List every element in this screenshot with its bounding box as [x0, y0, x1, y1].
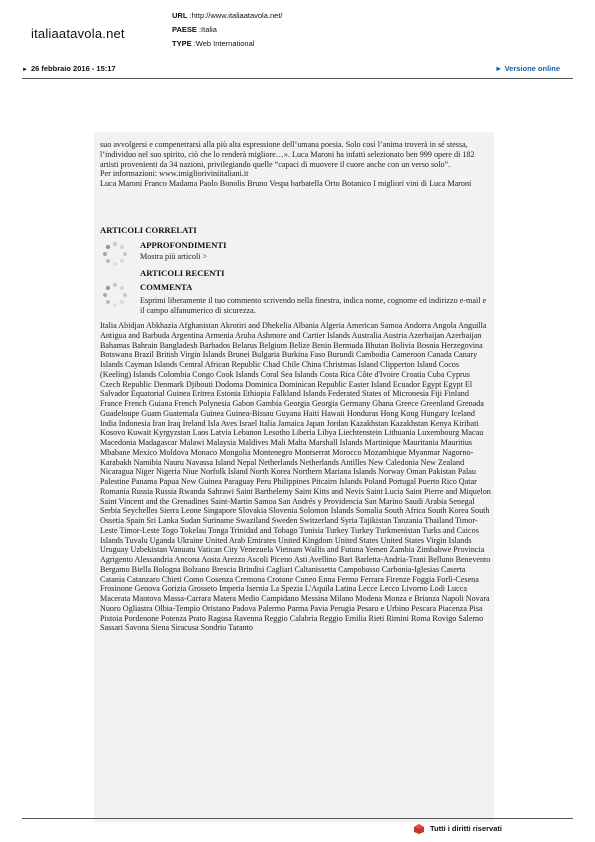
- article-body: [100, 140, 492, 189]
- type-row: [172, 37, 282, 51]
- show-more-link[interactable]: Mostra più articoli >: [140, 252, 208, 261]
- country-province-list: [100, 321, 492, 633]
- url-row: [172, 9, 282, 23]
- copyright-logo-icon: [413, 823, 425, 835]
- triangle-right-icon: ►: [22, 67, 28, 73]
- top-divider: [22, 78, 573, 79]
- header-metadata: [172, 9, 282, 52]
- url-label: URL: [172, 11, 188, 20]
- type-value: :Web International: [193, 39, 255, 49]
- article-info-link[interactable]: Per informazioni: www.imiglioriviniitaliani.it: [100, 169, 249, 179]
- bottom-divider: [22, 818, 573, 819]
- online-version-link[interactable]: ► Versione online: [495, 64, 560, 73]
- publication-date: 26 febbraio 2016 - 15:17: [30, 64, 116, 73]
- dateline: [22, 64, 116, 73]
- country-value: :Italia: [198, 25, 217, 35]
- url-value: :http://www.italiaatavola.net/: [189, 11, 283, 20]
- country-row: [172, 23, 282, 37]
- article-tags: Luca Maroni Franco Madama Paolo Bonolis Bruno Vespa barbatella Orto Botanico I migliori vini di Luca Maroni: [100, 179, 472, 188]
- comment-section-title: COMMENTA: [140, 282, 193, 292]
- approfondimenti-title: APPROFONDIMENTI: [140, 240, 227, 250]
- comment-instructions: Esprimi liberamente il tuo commento scrivendo nella finestra, indica nome, cognome ed indirizzo e-mail e il campo alfanumerico di sicurezza.: [140, 296, 487, 315]
- loading-spinner-icon: [100, 280, 130, 310]
- rights-reserved: Tutti i diritti riservati: [430, 824, 502, 833]
- country-list-text: Italia Abidjan Abkhazia Afghanistan Akrotiri and Dhekelia Albania Algeria American Samoa Andorra Angola Anguilla Antigua and Barbuda Argentina Armenia Aruba Ashmore and Cartier Islands Australia Austria Azerbaijan Azerbaijan Bahamas Bahrain Bangladesh Barbados Belarus Belgium Belize Benin Bermuda Bhutan Bolivia Bosnia Herzegovina Botswana Brazil British Virgin Islands Brunei Bulgaria Burkina Faso Burundi Cambodia Cameroon Canada Canary Islands Cayman Islands Central African Republic Chad Chile China Christmas Island Clipperton Island Cocos (Keeling) Islands Colombia Congo Cook Islands Coral Sea Islands Costa Rica Côte d'Ivoire Croatia Cuba Cyprus Czech Republic Denmark Djibouti Dodoma Dominica Dominican Republic Easter Island Ecuador Egypt Egypt El Salvador Equatorial Guinea Eritrea Estonia Ethiopia Falkland Islands Federated States of Micronesia Fiji Finland France French Guiana French Polynesia Gabon Gambia Georgia Georgia Germany Ghana Greece Greenland Grenada Guadeloupe Guam Guatemala Guinea Guinea-Bissau Guyana Haiti Hawaii Honduras Hong Kong Hungary Iceland India Indonesia Iran Iraq Ireland Isla Aves Israel Italia Jamaica Japan Jordan Kazakhstan Kazakhstan Kenya Kiribati Kosovo Kuwait Kyrgyzstan Laos Latvia Lebanon Lesotho Liberia Libya Liechtenstein Lithuania Luxembourg Macau Macedonia Madagascar Malawi Malaysia Maldives Mali Malta Marshall Islands Martinique Mauritania Mauritius Mbabane Mexico Moldova Monaco Mongolia Montenegro Montserrat Morocco Mozambique Myanmar Nagorno-Karabakh Namibia Nauru Navassa Island Nepal Netherlands Netherlands Antilles New Caledonia New Zealand Nicaragua Niger Nigeria Niue Norfolk Island North Korea Northern Mariana Islands Norway Oman Pakistan Palau Palestine Panama Papua New Guinea Paraguay Peru Philippines Pitcairn Islands Poland Portugal Puerto Rico Qatar Romania Russia Russia Rwanda Sahrawi Saint Barthelemy Saint Kitts and Nevis Saint Lucia Saint Pierre and Miquelon Saint Vincent and the Grenadines Saint-Martin Samoa San Andrés y Providencia San Marino Saudi Arabia Senegal Serbia Seychelles Sierra Leone Singapore Slovakia Slovenia Solomon Islands Somalia South Africa South Korea South Ossetia Spain Sri Lanka Sudan Suriname Swaziland Sweden Switzerland Syria Tajikistan Tanzania Thailand Timor-Leste Timor-Leste Togo Tokelau Tonga Trinidad and Tobago Tunisia Turkey Turkey Turkmenistan Turks and Caicos Islands Tuvalu Uganda Ukraine United Arab Emirates United Kingdom United States United States Virgin Islands Uruguay Uzbekistan Vanuatu Vatican City Venezuela Vietnam Wallis and Futuna Yemen Zambia Zimbabwe Provincia Agrigento Alessandria Ancona Aosta Arezzo Ascoli Piceno Asti Avellino Bari Barletta-Andria-Trani Belluno Benevento Bergamo Biella Bologna Bolzano Brescia Brindisi Cagliari Caltanissetta Campobasso Carbonia-Iglesias Caserta Catania Catanzaro Chieti Como Cosenza Cremona Crotone Cuneo Enna Fermo Ferrara Firenze Foggia Forlì-Cesena Frosinone Genova Gorizia Grosseto Imperia Isernia La Spezia L'Aquila Latina Lecce Lecco Livorno Lodi Lucca Macerata Mantova Massa-Carrara Matera Medio Campidano Messina Milano Modena Monza e Brianza Napoli Novara Nuoro Ogliastra Olbia-Tempio Oristano Padova Palermo Parma Pavia Perugia Pesaro e Urbino Pescara Piacenza Pisa Pistoia Pordenone Potenza Prato Ragusa Ravenna Reggio Calabria Reggio Emilia Rieti Rimini Roma Rovigo Salerno Sassari Savona Siena Siracusa Sondrio Taranto: [100, 321, 491, 633]
- type-label: TYPE: [172, 39, 192, 49]
- site-logo: italiaatavola.net: [31, 26, 125, 41]
- loading-spinner-icon: [100, 239, 130, 269]
- recent-articles-title: ARTICOLI RECENTI: [140, 268, 225, 278]
- article-paragraph: suo avvolgersi e compenetrarsi alla più alta espressione dell’umana poesia. Solo così l’anima troverà in sé stessa, l’individuo nel suo spirito, ciò che lo renderà migliore…». Luca Maroni ha infatti selezionato ben 999 opere di 182 artisti provenienti da 34 nazioni, privilegiando quelle “capaci di muovere il cuore anche con un verso solo”.: [100, 140, 475, 169]
- related-articles-title: ARTICOLI CORRELATI: [100, 225, 197, 235]
- online-version-label[interactable]: Versione online: [504, 64, 560, 73]
- country-label: PAESE: [172, 25, 197, 35]
